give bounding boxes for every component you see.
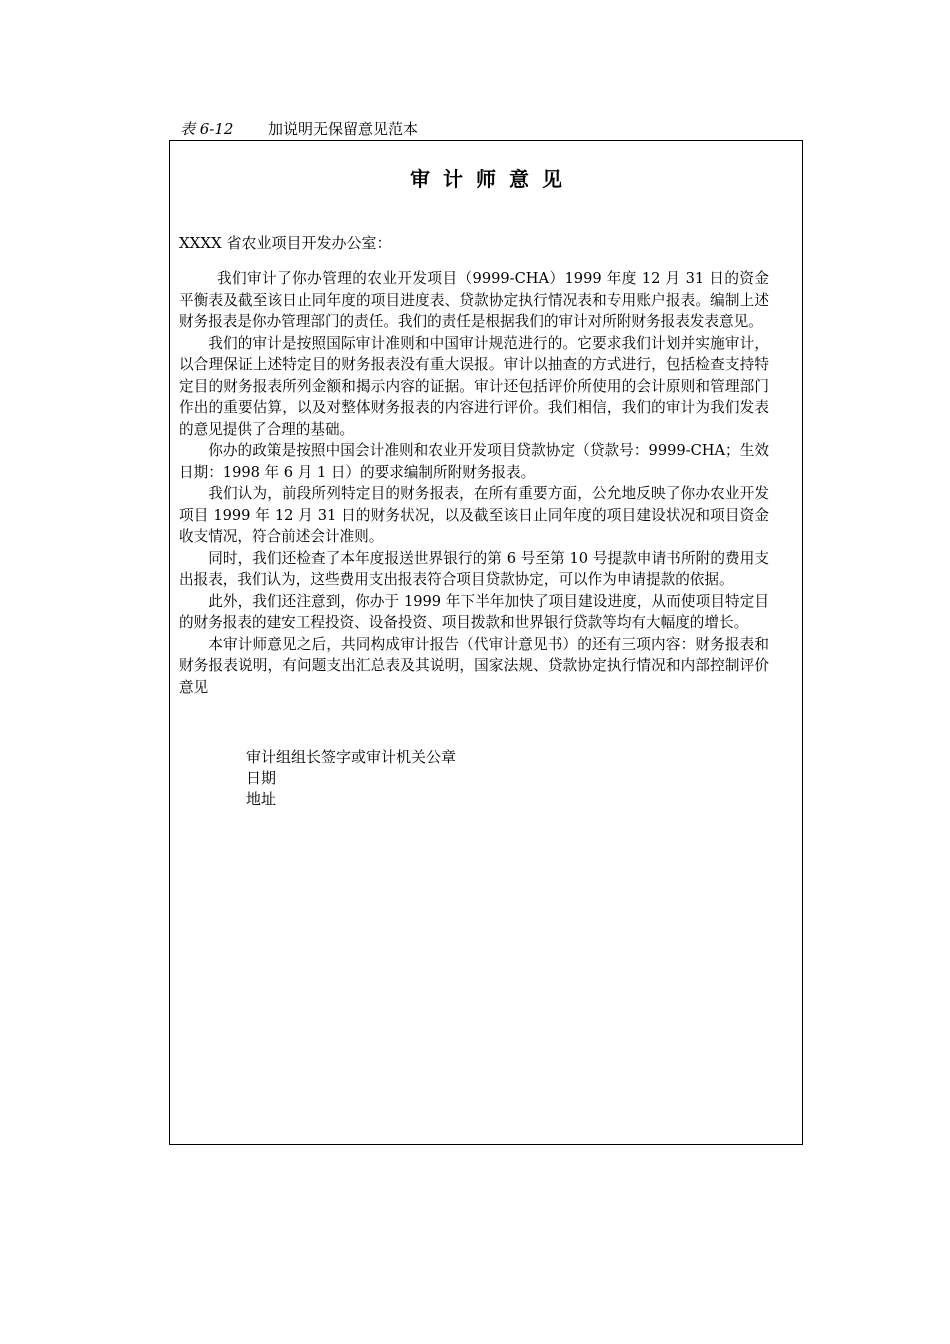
caption-title: 加说明无保留意见范本 bbox=[268, 120, 419, 138]
date-line: 日期 bbox=[246, 769, 277, 787]
caption-number: 表 6-12 bbox=[180, 120, 234, 138]
addressee: XXXX 省农业项目开发办公室： bbox=[179, 234, 392, 252]
signature-line: 审计组组长签字或审计机关公章 bbox=[246, 748, 457, 766]
opinion-frame bbox=[169, 140, 803, 1145]
paragraph-scope: 我们审计了你办管理的农业开发项目（9999-CHA）1999 年度 12 月 31 日的资金平衡表及截至该日止同年度的项目进度表、贷款协定执行情况表和专用账户报表。编制上述财务报表是你办管理部门的责任。我们的责任是根据我们的审计对所附财务报表发表意见。 bbox=[179, 270, 769, 330]
opinion-body bbox=[179, 268, 769, 698]
paragraph-opinion: 我们认为，前段所列特定目的财务报表，在所有重要方面，公允地反映了你办农业开发项目 1999 年 12 月 31 日的财务状况，以及截至该日止同年度的项目建设状况和项目资金收支情况，符合前述会计准则。 bbox=[179, 485, 769, 545]
document-heading: 审计师意见 bbox=[410, 167, 575, 191]
paragraph-emphasis: 此外，我们还注意到，你办于 1999 年下半年加快了项目建设进度，从而使项目特定目的财务报表的建安工程投资、设备投资、项目拨款和世界银行贷款等均有大幅度的增长。 bbox=[179, 592, 769, 631]
table-caption bbox=[180, 119, 418, 139]
paragraph-withdrawal: 同时，我们还检查了本年度报送世界银行的第 6 号至第 10 号提款申请书所附的费用支出报表，我们认为，这些费用支出报表符合项目贷款协定，可以作为申请提款的依据。 bbox=[179, 549, 769, 588]
signature-block bbox=[246, 747, 456, 810]
paragraph-audit-standards: 我们的审计是按照国际审计准则和中国审计规范进行的。它要求我们计划并实施审计，以合理保证上述特定目的财务报表没有重大误报。审计以抽查的方式进行，包括检查支持特定目的财务报表所列金额和揭示内容的证据。审计还包括评价所使用的会计原则和管理部门作出的重要估算，以及对整体财务报表的内容进行评价。我们相信，我们的审计为我们发表的意见提供了合理的基础。 bbox=[179, 334, 769, 438]
paragraph-policy: 你办的政策是按照中国会计准则和农业开发项目贷款协定（贷款号：9999-CHA；生效日期：1998 年 6 月 1 日）的要求编制所附财务报表。 bbox=[179, 442, 769, 481]
paragraph-attachments: 本审计师意见之后，共同构成审计报告（代审计意见书）的还有三项内容：财务报表和财务报表说明，有问题支出汇总表及其说明，国家法规、贷款协定执行情况和内部控制评价意见 bbox=[179, 635, 769, 696]
address-line: 地址 bbox=[246, 790, 277, 808]
